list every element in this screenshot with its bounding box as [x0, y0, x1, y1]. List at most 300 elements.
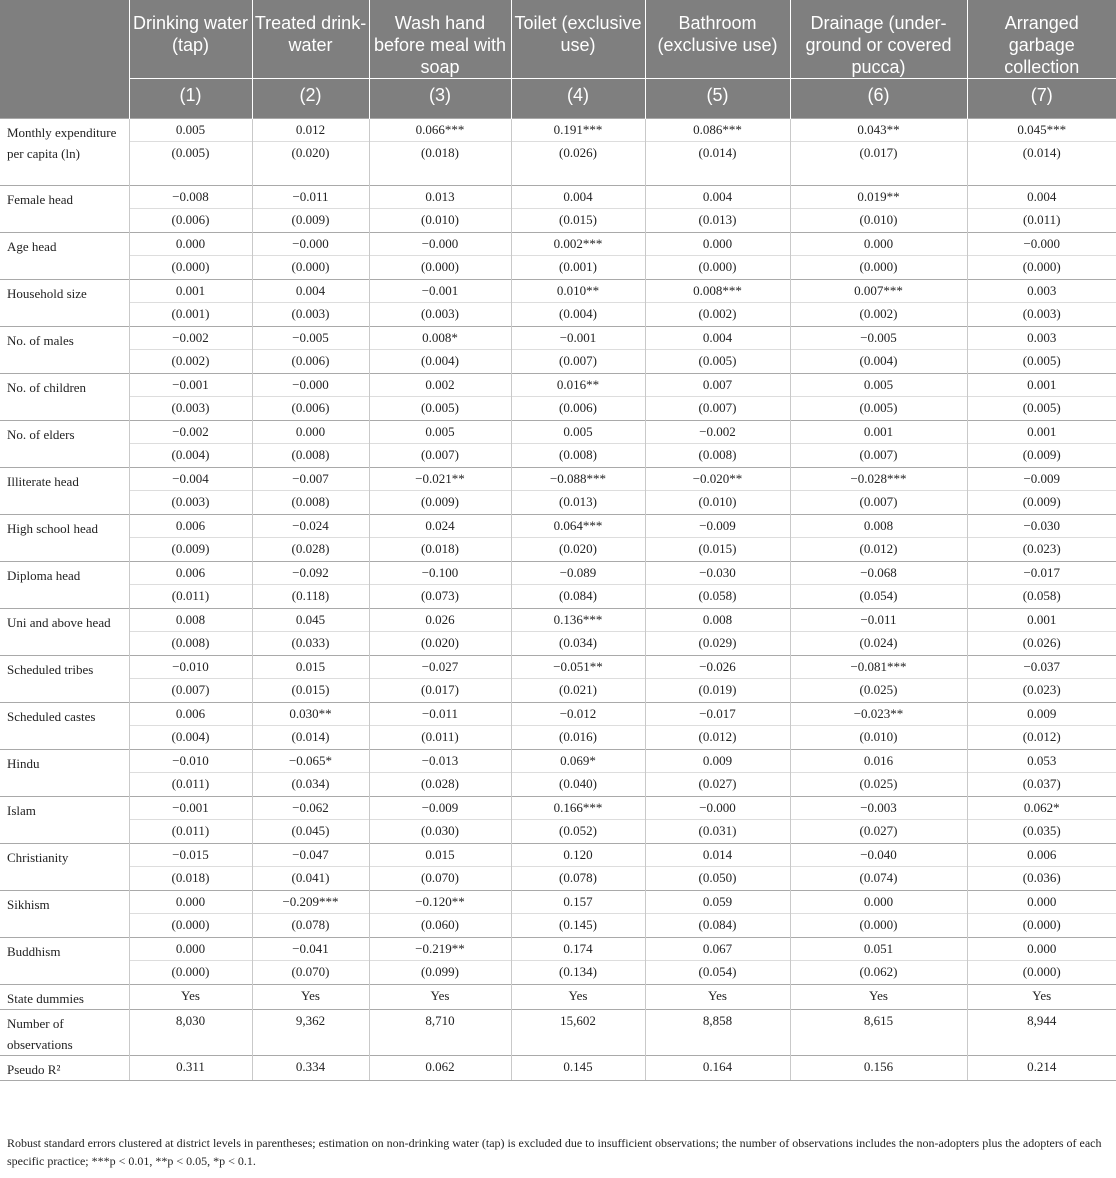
se-cell: (0.010) [790, 209, 967, 233]
se-cell: (0.134) [511, 961, 645, 985]
coef-cell: −0.001 [129, 374, 252, 397]
se-cell: (0.000) [129, 961, 252, 985]
row-label: Uni and above head [0, 609, 129, 656]
se-cell: (0.060) [369, 914, 511, 938]
summary-cell: Yes [369, 985, 511, 1010]
coef-cell: −0.007 [252, 468, 369, 491]
se-cell: (0.002) [129, 350, 252, 374]
se-cell: (0.016) [511, 726, 645, 750]
coef-cell: 0.024 [369, 515, 511, 538]
se-cell: (0.008) [645, 444, 790, 468]
coef-cell: −0.120** [369, 891, 511, 914]
row-label: Age head [0, 233, 129, 280]
coef-cell: 0.030** [252, 703, 369, 726]
table-row-se [0, 679, 1116, 703]
se-cell: (0.000) [967, 961, 1116, 985]
se-cell: (0.011) [967, 209, 1116, 233]
se-cell: (0.058) [967, 585, 1116, 609]
se-cell: (0.015) [252, 679, 369, 703]
table-row-se [0, 209, 1116, 233]
se-cell: (0.005) [645, 350, 790, 374]
se-cell: (0.029) [645, 632, 790, 656]
coef-cell: 0.001 [129, 280, 252, 303]
se-cell: (0.000) [129, 914, 252, 938]
se-cell: (0.003) [369, 303, 511, 327]
se-cell: (0.004) [369, 350, 511, 374]
column-number-5: (5) [645, 79, 790, 119]
se-cell: (0.058) [645, 585, 790, 609]
coef-cell: 0.016** [511, 374, 645, 397]
summary-cell: 0.062 [369, 1056, 511, 1081]
coef-cell: −0.010 [129, 750, 252, 773]
summary-cell: 0.164 [645, 1056, 790, 1081]
table-row-coef [0, 703, 1116, 726]
table-row-se [0, 491, 1116, 515]
coef-cell: −0.040 [790, 844, 967, 867]
se-cell: (0.008) [511, 444, 645, 468]
coef-cell: 0.006 [129, 515, 252, 538]
summary-cell: Yes [790, 985, 967, 1010]
coef-cell: −0.017 [645, 703, 790, 726]
se-cell: (0.018) [369, 142, 511, 186]
se-cell: (0.025) [790, 679, 967, 703]
row-label: Buddhism [0, 938, 129, 985]
column-title-5: Bathroom (exclusive use) [645, 0, 790, 79]
summary-cell: 9,362 [252, 1010, 369, 1056]
summary-cell: 0.214 [967, 1056, 1116, 1081]
se-cell: (0.008) [252, 491, 369, 515]
summary-cell: Yes [967, 985, 1116, 1010]
se-cell: (0.054) [645, 961, 790, 985]
coef-cell: 0.015 [369, 844, 511, 867]
se-cell: (0.018) [369, 538, 511, 562]
table-footnote: Robust standard errors clustered at district levels in parentheses; estimation on non-drinking water (tap) is excluded due to insufficient observations; the number of observations includes the non-adopters plus the adopters of each specific practice; ***p < 0.01, **p < 0.05, *p < 0.1. [7, 1136, 1102, 1168]
se-cell: (0.023) [967, 679, 1116, 703]
coef-cell: 0.004 [967, 186, 1116, 209]
se-cell: (0.005) [790, 397, 967, 421]
header-corner [0, 0, 129, 79]
se-cell: (0.000) [129, 256, 252, 280]
table-row-summary [0, 1010, 1116, 1056]
coef-cell: −0.026 [645, 656, 790, 679]
coef-cell: 0.006 [967, 844, 1116, 867]
coef-cell: 0.016 [790, 750, 967, 773]
se-cell: (0.007) [129, 679, 252, 703]
coef-cell: 0.019** [790, 186, 967, 209]
coef-cell: 0.053 [967, 750, 1116, 773]
se-cell: (0.009) [129, 538, 252, 562]
se-cell: (0.010) [369, 209, 511, 233]
se-cell: (0.078) [252, 914, 369, 938]
coef-cell: −0.062 [252, 797, 369, 820]
se-cell: (0.026) [511, 142, 645, 186]
se-cell: (0.040) [511, 773, 645, 797]
table-row-coef [0, 844, 1116, 867]
summary-cell: 8,710 [369, 1010, 511, 1056]
coef-cell: 0.009 [967, 703, 1116, 726]
coef-cell: 0.000 [252, 421, 369, 444]
table-row-coef [0, 609, 1116, 632]
se-cell: (0.023) [967, 538, 1116, 562]
se-cell: (0.074) [790, 867, 967, 891]
coef-cell: 0.000 [129, 938, 252, 961]
table-row-coef [0, 327, 1116, 350]
se-cell: (0.021) [511, 679, 645, 703]
coef-cell: −0.012 [511, 703, 645, 726]
coef-cell: −0.008 [129, 186, 252, 209]
coef-cell: −0.051** [511, 656, 645, 679]
se-cell: (0.006) [252, 350, 369, 374]
coef-cell: 0.051 [790, 938, 967, 961]
coef-cell: −0.030 [645, 562, 790, 585]
se-cell: (0.000) [790, 914, 967, 938]
coef-cell: 0.009 [645, 750, 790, 773]
table-row-coef [0, 421, 1116, 444]
coef-cell: 0.015 [252, 656, 369, 679]
coef-cell: 0.008 [645, 609, 790, 632]
column-title-1: Drinking water (tap) [129, 0, 252, 79]
se-cell: (0.010) [645, 491, 790, 515]
coef-cell: 0.059 [645, 891, 790, 914]
summary-cell: 8,615 [790, 1010, 967, 1056]
se-cell: (0.050) [645, 867, 790, 891]
coef-cell: −0.005 [252, 327, 369, 350]
header-corner-lower [0, 79, 129, 119]
se-cell: (0.037) [967, 773, 1116, 797]
coef-cell: −0.005 [790, 327, 967, 350]
coef-cell: −0.020** [645, 468, 790, 491]
se-cell: (0.005) [967, 397, 1116, 421]
coef-cell: 0.000 [129, 891, 252, 914]
coef-cell: −0.009 [967, 468, 1116, 491]
table-row-coef [0, 374, 1116, 397]
column-number-7: (7) [967, 79, 1116, 119]
table-row-summary [0, 1056, 1116, 1081]
coef-cell: 0.003 [967, 327, 1116, 350]
se-cell: (0.000) [645, 256, 790, 280]
column-title-3: Wash hand before meal with soap [369, 0, 511, 79]
table-row-summary [0, 985, 1116, 1010]
coef-cell: −0.100 [369, 562, 511, 585]
se-cell: (0.000) [369, 256, 511, 280]
coef-cell: 0.007 [645, 374, 790, 397]
se-cell: (0.084) [645, 914, 790, 938]
se-cell: (0.006) [129, 209, 252, 233]
coef-cell: 0.008 [790, 515, 967, 538]
se-cell: (0.018) [129, 867, 252, 891]
coef-cell: 0.006 [129, 562, 252, 585]
coef-cell: 0.062* [967, 797, 1116, 820]
se-cell: (0.070) [369, 867, 511, 891]
summary-cell: 8,944 [967, 1010, 1116, 1056]
coef-cell: −0.002 [129, 421, 252, 444]
coef-cell: 0.005 [511, 421, 645, 444]
table-row-se [0, 397, 1116, 421]
coef-cell: −0.003 [790, 797, 967, 820]
se-cell: (0.011) [129, 773, 252, 797]
column-number-2: (2) [252, 79, 369, 119]
coef-cell: 0.166*** [511, 797, 645, 820]
coef-cell: 0.007*** [790, 280, 967, 303]
coef-cell: 0.005 [129, 119, 252, 142]
row-label: No. of children [0, 374, 129, 421]
se-cell: (0.012) [645, 726, 790, 750]
coef-cell: −0.000 [645, 797, 790, 820]
table-row-se [0, 538, 1116, 562]
table-row-coef [0, 797, 1116, 820]
coef-cell: 0.008* [369, 327, 511, 350]
se-cell: (0.033) [252, 632, 369, 656]
column-title-7: Arranged garbage collection [967, 0, 1116, 79]
se-cell: (0.084) [511, 585, 645, 609]
table-row-coef [0, 233, 1116, 256]
se-cell: (0.012) [790, 538, 967, 562]
coef-cell: 0.000 [967, 891, 1116, 914]
coef-cell: 0.001 [967, 421, 1116, 444]
se-cell: (0.003) [129, 491, 252, 515]
se-cell: (0.005) [369, 397, 511, 421]
coef-cell: 0.014 [645, 844, 790, 867]
summary-cell: Yes [511, 985, 645, 1010]
summary-cell: 15,602 [511, 1010, 645, 1056]
table-row-se [0, 961, 1116, 985]
se-cell: (0.019) [645, 679, 790, 703]
table-row-se [0, 914, 1116, 938]
table-row-se [0, 820, 1116, 844]
table-body [0, 119, 1116, 1081]
coef-cell: 0.004 [645, 327, 790, 350]
table-row-se [0, 867, 1116, 891]
coef-cell: −0.028*** [790, 468, 967, 491]
coef-cell: −0.065* [252, 750, 369, 773]
summary-cell: 8,858 [645, 1010, 790, 1056]
se-cell: (0.007) [645, 397, 790, 421]
table-row-coef [0, 186, 1116, 209]
se-cell: (0.003) [129, 397, 252, 421]
coef-cell: −0.027 [369, 656, 511, 679]
se-cell: (0.011) [129, 820, 252, 844]
se-cell: (0.003) [967, 303, 1116, 327]
summary-cell: 8,030 [129, 1010, 252, 1056]
se-cell: (0.017) [369, 679, 511, 703]
se-cell: (0.118) [252, 585, 369, 609]
se-cell: (0.009) [252, 209, 369, 233]
coef-cell: 0.120 [511, 844, 645, 867]
coef-cell: −0.047 [252, 844, 369, 867]
se-cell: (0.012) [967, 726, 1116, 750]
coef-cell: 0.000 [790, 891, 967, 914]
se-cell: (0.007) [790, 444, 967, 468]
coef-cell: 0.001 [967, 609, 1116, 632]
table-row-coef [0, 891, 1116, 914]
table-row-coef [0, 750, 1116, 773]
row-label: State dummies [0, 985, 129, 1010]
se-cell: (0.030) [369, 820, 511, 844]
row-label: Monthly expenditure per capita (ln) [0, 119, 129, 186]
column-number-1: (1) [129, 79, 252, 119]
se-cell: (0.034) [252, 773, 369, 797]
coef-cell: −0.001 [511, 327, 645, 350]
se-cell: (0.004) [129, 444, 252, 468]
se-cell: (0.145) [511, 914, 645, 938]
se-cell: (0.000) [967, 914, 1116, 938]
se-cell: (0.010) [790, 726, 967, 750]
se-cell: (0.008) [129, 632, 252, 656]
coef-cell: 0.001 [790, 421, 967, 444]
coef-cell: 0.086*** [645, 119, 790, 142]
summary-cell: 0.334 [252, 1056, 369, 1081]
se-cell: (0.000) [252, 256, 369, 280]
row-label: High school head [0, 515, 129, 562]
coef-cell: −0.081*** [790, 656, 967, 679]
row-label: Christianity [0, 844, 129, 891]
coef-cell: 0.026 [369, 609, 511, 632]
se-cell: (0.005) [967, 350, 1116, 374]
table-header [0, 0, 1116, 119]
se-cell: (0.078) [511, 867, 645, 891]
se-cell: (0.014) [645, 142, 790, 186]
table-row-se [0, 444, 1116, 468]
se-cell: (0.009) [967, 491, 1116, 515]
coef-cell: −0.004 [129, 468, 252, 491]
coef-cell: −0.021** [369, 468, 511, 491]
table-row-se [0, 585, 1116, 609]
summary-cell: Yes [645, 985, 790, 1010]
coef-cell: 0.012 [252, 119, 369, 142]
se-cell: (0.005) [129, 142, 252, 186]
coef-cell: 0.013 [369, 186, 511, 209]
coef-cell: 0.174 [511, 938, 645, 961]
se-cell: (0.024) [790, 632, 967, 656]
coef-cell: 0.000 [967, 938, 1116, 961]
se-cell: (0.073) [369, 585, 511, 609]
coef-cell: −0.023** [790, 703, 967, 726]
se-cell: (0.099) [369, 961, 511, 985]
se-cell: (0.025) [790, 773, 967, 797]
se-cell: (0.026) [967, 632, 1116, 656]
coef-cell: −0.015 [129, 844, 252, 867]
coef-cell: 0.136*** [511, 609, 645, 632]
coef-cell: −0.088*** [511, 468, 645, 491]
row-label: No. of elders [0, 421, 129, 468]
coef-cell: 0.005 [790, 374, 967, 397]
se-cell: (0.011) [129, 585, 252, 609]
coef-cell: −0.001 [369, 280, 511, 303]
row-label: No. of males [0, 327, 129, 374]
se-cell: (0.031) [645, 820, 790, 844]
coef-cell: 0.000 [790, 233, 967, 256]
column-title-2: Treated drink-water [252, 0, 369, 79]
coef-cell: 0.000 [129, 233, 252, 256]
se-cell: (0.017) [790, 142, 967, 186]
table-row-coef [0, 468, 1116, 491]
summary-cell: 0.156 [790, 1056, 967, 1081]
se-cell: (0.020) [369, 632, 511, 656]
coef-cell: 0.008 [129, 609, 252, 632]
coef-cell: −0.219** [369, 938, 511, 961]
se-cell: (0.007) [511, 350, 645, 374]
coef-cell: −0.068 [790, 562, 967, 585]
se-cell: (0.004) [790, 350, 967, 374]
table-row-se [0, 773, 1116, 797]
se-cell: (0.014) [967, 142, 1116, 186]
row-label: Number of observations [0, 1010, 129, 1056]
coef-cell: 0.002*** [511, 233, 645, 256]
coef-cell: 0.006 [129, 703, 252, 726]
coef-cell: 0.002 [369, 374, 511, 397]
row-label: Scheduled tribes [0, 656, 129, 703]
se-cell: (0.014) [252, 726, 369, 750]
table-row-coef [0, 938, 1116, 961]
coef-cell: 0.001 [967, 374, 1116, 397]
coef-cell: −0.092 [252, 562, 369, 585]
column-number-6: (6) [790, 79, 967, 119]
se-cell: (0.062) [790, 961, 967, 985]
table-row-se [0, 726, 1116, 750]
coef-cell: 0.191*** [511, 119, 645, 142]
coef-cell: −0.009 [369, 797, 511, 820]
coef-cell: −0.209*** [252, 891, 369, 914]
se-cell: (0.004) [511, 303, 645, 327]
table-row-se [0, 303, 1116, 327]
coef-cell: 0.004 [252, 280, 369, 303]
table-row-se [0, 256, 1116, 280]
coef-cell: −0.011 [369, 703, 511, 726]
coef-cell: −0.011 [252, 186, 369, 209]
table-row-coef [0, 280, 1116, 303]
se-cell: (0.006) [252, 397, 369, 421]
se-cell: (0.036) [967, 867, 1116, 891]
coef-cell: −0.000 [252, 233, 369, 256]
row-label: Household size [0, 280, 129, 327]
se-cell: (0.054) [790, 585, 967, 609]
coef-cell: 0.157 [511, 891, 645, 914]
coef-cell: −0.002 [645, 421, 790, 444]
coef-cell: −0.001 [129, 797, 252, 820]
row-label: Sikhism [0, 891, 129, 938]
coef-cell: −0.011 [790, 609, 967, 632]
summary-cell: Yes [252, 985, 369, 1010]
coef-cell: −0.089 [511, 562, 645, 585]
se-cell: (0.002) [645, 303, 790, 327]
se-cell: (0.035) [967, 820, 1116, 844]
coef-cell: 0.064*** [511, 515, 645, 538]
row-label: Diploma head [0, 562, 129, 609]
se-cell: (0.002) [790, 303, 967, 327]
se-cell: (0.020) [252, 142, 369, 186]
table-row-se [0, 632, 1116, 656]
se-cell: (0.003) [252, 303, 369, 327]
se-cell: (0.027) [790, 820, 967, 844]
se-cell: (0.034) [511, 632, 645, 656]
column-number-3: (3) [369, 79, 511, 119]
column-title-6: Drainage (under-ground or covered pucca) [790, 0, 967, 79]
se-cell: (0.020) [511, 538, 645, 562]
se-cell: (0.041) [252, 867, 369, 891]
coef-cell: 0.003 [967, 280, 1116, 303]
summary-cell: 0.145 [511, 1056, 645, 1081]
row-label: Hindu [0, 750, 129, 797]
se-cell: (0.027) [645, 773, 790, 797]
se-cell: (0.007) [369, 444, 511, 468]
se-cell: (0.013) [645, 209, 790, 233]
coef-cell: 0.067 [645, 938, 790, 961]
summary-cell: 0.311 [129, 1056, 252, 1081]
coef-cell: 0.069* [511, 750, 645, 773]
coef-cell: −0.009 [645, 515, 790, 538]
se-cell: (0.000) [967, 256, 1116, 280]
se-cell: (0.013) [511, 491, 645, 515]
